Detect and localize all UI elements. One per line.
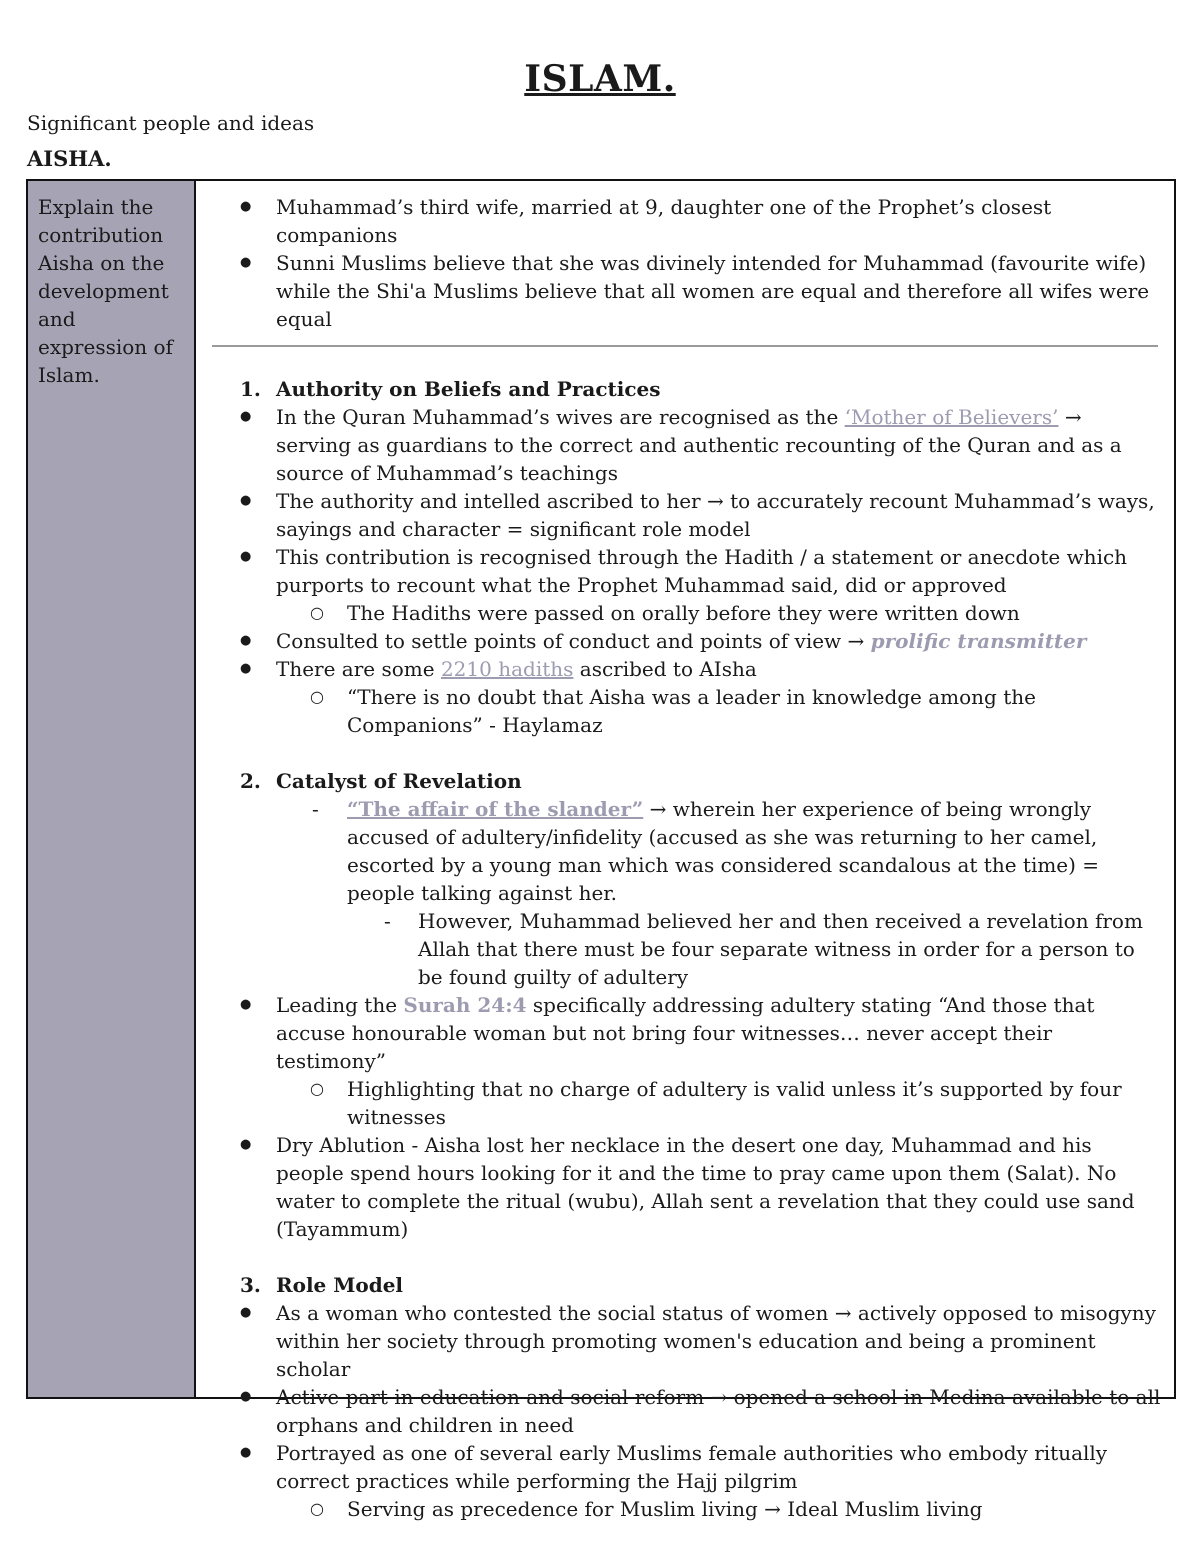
section-heading-role-model xyxy=(212,1271,1162,1299)
dash-sub-list-item: - However, Muhammad believed her and then received a revelation from Allah that there must be four separate witness in order for a person to be found guilty of adultery xyxy=(212,907,1162,991)
highlight-prolific-transmitter: prolific transmitter xyxy=(870,629,1087,653)
subtitle: Significant people and ideas xyxy=(27,111,315,135)
list-item: ● This contribution is recognised through the Hadith / a statement or anecdote which purports to recount what the Prophet Muhammad said, did or approved xyxy=(212,543,1162,599)
section-number: 3. xyxy=(240,1273,261,1297)
sub-list-item: ○ Serving as precedence for Muslim living → Ideal Muslim living xyxy=(212,1495,1162,1523)
list-item: ● Portrayed as one of several early Muslims female authorities who embody ritually correct practices while performing the Hajj pilgrim xyxy=(212,1439,1162,1495)
list-item: ● As a woman who contested the social status of women → actively opposed to misogyny within her society through promoting women's education and being a prominent scholar xyxy=(212,1299,1162,1383)
section-title: Role Model xyxy=(276,1273,404,1297)
prompt-text: Explain the contribution Aisha on the development and expression of Islam. xyxy=(38,195,173,387)
content-table xyxy=(26,179,1176,1521)
highlight-hadith-count: 2210 hadiths xyxy=(440,657,574,681)
list-item: ● Leading the Surah 24:4 specifically addressing adultery stating “And those that accuse honourable woman but not bring four witnesses… never accept their testimony” xyxy=(212,991,1162,1075)
intro-list xyxy=(212,193,1162,333)
sub-list-item: ○ “There is no doubt that Aisha was a leader in knowledge among the Companions” - Haylamaz xyxy=(212,683,1162,739)
list-item: ● Active part in education and social reform → opened a school in Medina available to all orphans and children in need xyxy=(212,1383,1162,1439)
list-item: ● The authority and intelled ascribed to her → to accurately recount Muhammad’s ways, sayings and character = significant role model xyxy=(212,487,1162,543)
section-heading-catalyst xyxy=(212,767,1162,795)
list-item: ● Muhammad’s third wife, married at 9, daughter one of the Prophet’s closest companions xyxy=(212,193,1162,249)
list-item: ● In the Quran Muhammad’s wives are recognised as the ‘Mother of Believers’ → serving as guardians to the correct and authentic recounting of the Quran and as a source of Muhammad’s teachings xyxy=(212,403,1162,487)
section-title: Catalyst of Revelation xyxy=(276,769,522,793)
prompt-cell xyxy=(28,181,196,1397)
dash-list-item: - “The affair of the slander” → wherein her experience of being wrongly accused of adultery/infidelity (accused as she was returning to her camel, escorted by a young man which was considered scandalous at the time) = people talking against her. xyxy=(212,795,1162,907)
document-title: ISLAM. xyxy=(524,58,676,100)
list-item: ● There are some 2210 hadiths ascribed to AIsha xyxy=(212,655,1162,683)
list-item: ● Dry Ablution - Aisha lost her necklace in the desert one day, Muhammad and his people spend hours looking for it and the time to pray came upon them (Salat). No water to complete the ritual (wubu), Allah sent a revelation that they could use sand (Tayammum) xyxy=(212,1131,1162,1243)
section-2-list xyxy=(212,795,1162,1243)
list-item: ● Sunni Muslims believe that she was divinely intended for Muhammad (favourite wife) while the Shi'a Muslims believe that all women are equal and therefore all wifes were equal xyxy=(212,249,1162,333)
highlight-surah: Surah 24:4 xyxy=(403,993,527,1017)
list-item: ● Consulted to settle points of conduct and points of view → prolific transmitter xyxy=(212,627,1162,655)
section-title: Authority on Beliefs and Practices xyxy=(276,377,661,401)
answer-cell xyxy=(196,181,1174,1521)
section-number: 2. xyxy=(240,769,261,793)
section-heading-authority xyxy=(212,375,1162,403)
sub-list-item: ○ The Hadiths were passed on orally before they were written down xyxy=(212,599,1162,627)
sub-list-item: ○ Highlighting that no charge of adultery is valid unless it’s supported by four witnesses xyxy=(212,1075,1162,1131)
highlight-affair-of-slander: “The affair of the slander” xyxy=(347,797,644,821)
section-1-list xyxy=(212,403,1162,739)
section-3-list xyxy=(212,1299,1162,1523)
person-heading: AISHA. xyxy=(27,146,112,171)
section-number: 1. xyxy=(240,377,261,401)
highlight-mother-of-believers: ‘Mother of Believers’ xyxy=(844,405,1059,429)
